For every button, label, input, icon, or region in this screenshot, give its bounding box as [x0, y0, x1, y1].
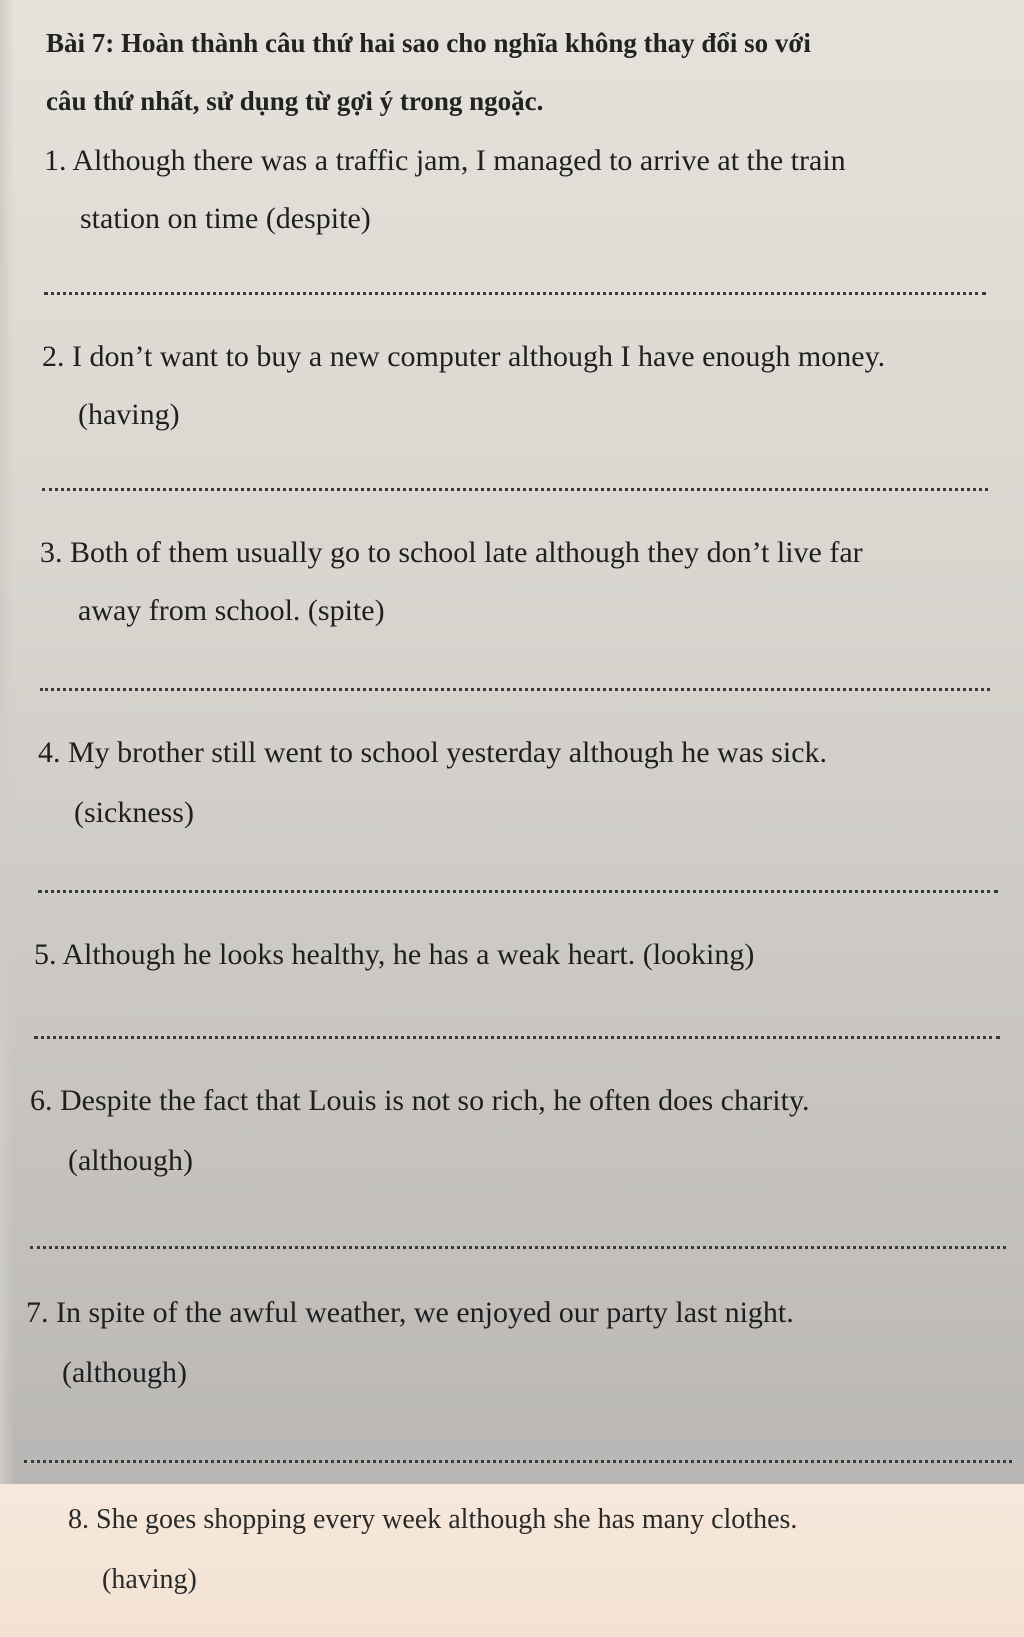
answer-line-5[interactable]	[34, 1036, 1000, 1039]
exercise-7-sentence: 7. In spite of the awful weather, we enjoyed our party last night.	[26, 1296, 794, 1329]
answer-line-6[interactable]	[30, 1246, 1006, 1249]
exercise-3-sentence: 3. Both of them usually go to school late although they don’t live far	[40, 536, 863, 569]
exercise-1-sentence: 1. Although there was a traffic jam, I managed to arrive at the train	[44, 144, 846, 177]
exercise-2-sentence: 2. I don’t want to buy a new computer although I have enough money.	[42, 340, 886, 373]
answer-line-2[interactable]	[42, 488, 988, 491]
heading-line-1: Bài 7: Hoàn thành câu thứ hai sao cho nghĩa không thay đổi so với	[46, 28, 811, 58]
exercise-7-hint: (although)	[62, 1356, 187, 1389]
exercise-8-sentence: 8. She goes shopping every week although she has many clothes.	[68, 1504, 798, 1535]
exercise-5-sentence: 5. Although he looks healthy, he has a weak heart. (looking)	[34, 938, 755, 971]
exercise-8-hint: (having)	[102, 1564, 197, 1595]
exercise-4-sentence: 4. My brother still went to school yesterday although he was sick.	[38, 736, 828, 769]
answer-line-3[interactable]	[40, 688, 990, 691]
answer-line-7[interactable]	[24, 1460, 1012, 1463]
exercise-6-sentence: 6. Despite the fact that Louis is not so rich, he often does charity.	[30, 1084, 810, 1117]
next-page-strip	[0, 1484, 1024, 1637]
heading-line-2: câu thứ nhất, sử dụng từ gợi ý trong ngoặc.	[46, 86, 544, 116]
exercise-3-hint: away from school. (spite)	[78, 594, 385, 627]
exercise-2-hint: (having)	[78, 398, 180, 431]
answer-line-4[interactable]	[38, 890, 998, 893]
exercise-4-hint: (sickness)	[74, 796, 194, 829]
exercise-heading	[46, 14, 1006, 130]
exercise-1-hint: station on time (despite)	[80, 202, 371, 235]
exercise-6-hint: (although)	[68, 1144, 193, 1177]
page-shadow	[0, 0, 14, 1637]
answer-line-1[interactable]	[44, 292, 986, 295]
